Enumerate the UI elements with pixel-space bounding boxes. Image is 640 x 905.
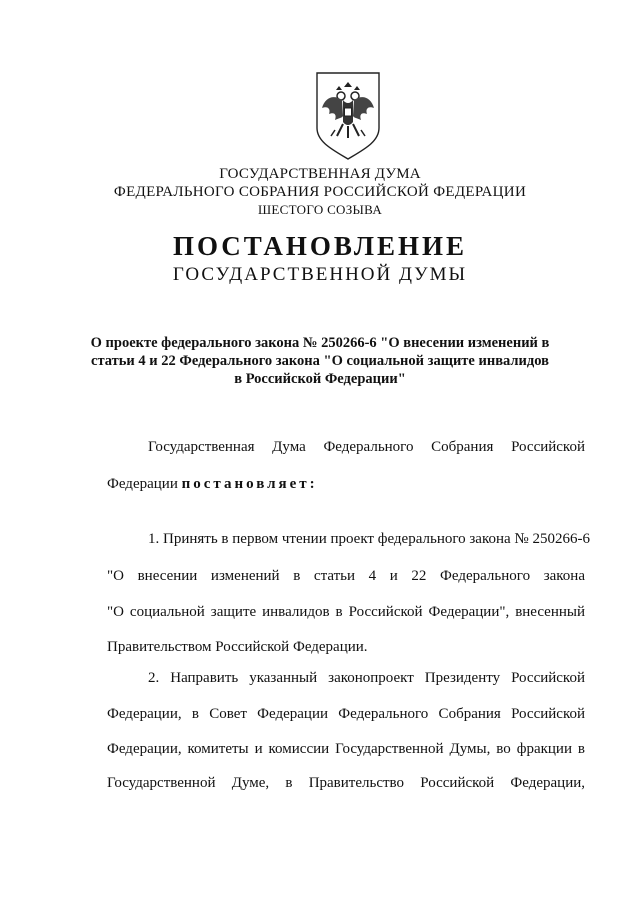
header-line-3: ШЕСТОГО СОЗЫВА [257,202,383,217]
preamble-resolves-word: постановляет: [181,476,318,492]
document-subtitle: ГОСУДАРСТВЕННОЙ ДУМЫ [172,264,468,285]
coat-of-arms-emblem [313,70,383,162]
header-line-2: ФЕДЕРАЛЬНОГО СОБРАНИЯ РОССИЙСКОЙ ФЕДЕРАЦИИ [113,184,527,200]
item-2-line-4: Государственной Думе, в Правительство Российской Федерации, [107,775,585,791]
document-title: ПОСТАНОВЛЕНИЕ [172,231,468,261]
item-1-line-1: 1. Принять в первом чтении проект федерального закона № 250266-6 [148,531,590,547]
item-2-line-2: Федерации, в Совет Федерации Федерального Собрания Российской [107,706,585,722]
item-1-line-4: Правительством Российской Федерации. [107,639,368,655]
item-2-line-1: 2. Направить указанный законопроект Президенту Российской [148,670,585,686]
preamble-line-2-start: Федерации [107,476,182,492]
preamble-line-2 [107,476,585,493]
item-2-line-3: Федерации, комитеты и комиссии Государственной Думы, во фракции в [107,741,585,757]
subject-line-1: О проекте федерального закона № 250266-6 "О внесении изменений в [90,335,550,351]
item-1-line-3: "О социальной защите инвалидов в Российской Федерации", внесенный [107,604,585,620]
russian-coat-of-arms-icon [313,70,383,162]
subject-line-2: статьи 4 и 22 Федерального закона "О социальной защите инвалидов [91,353,549,369]
header-line-1: ГОСУДАРСТВЕННАЯ ДУМА [219,166,421,182]
preamble-line-1: Государственная Дума Федерального Собрания Российской [148,439,585,455]
subject-line-3: в Российской Федерации" [234,371,406,387]
item-1-line-2: "О внесении изменений в статьи 4 и 22 Федерального закона [107,568,585,584]
